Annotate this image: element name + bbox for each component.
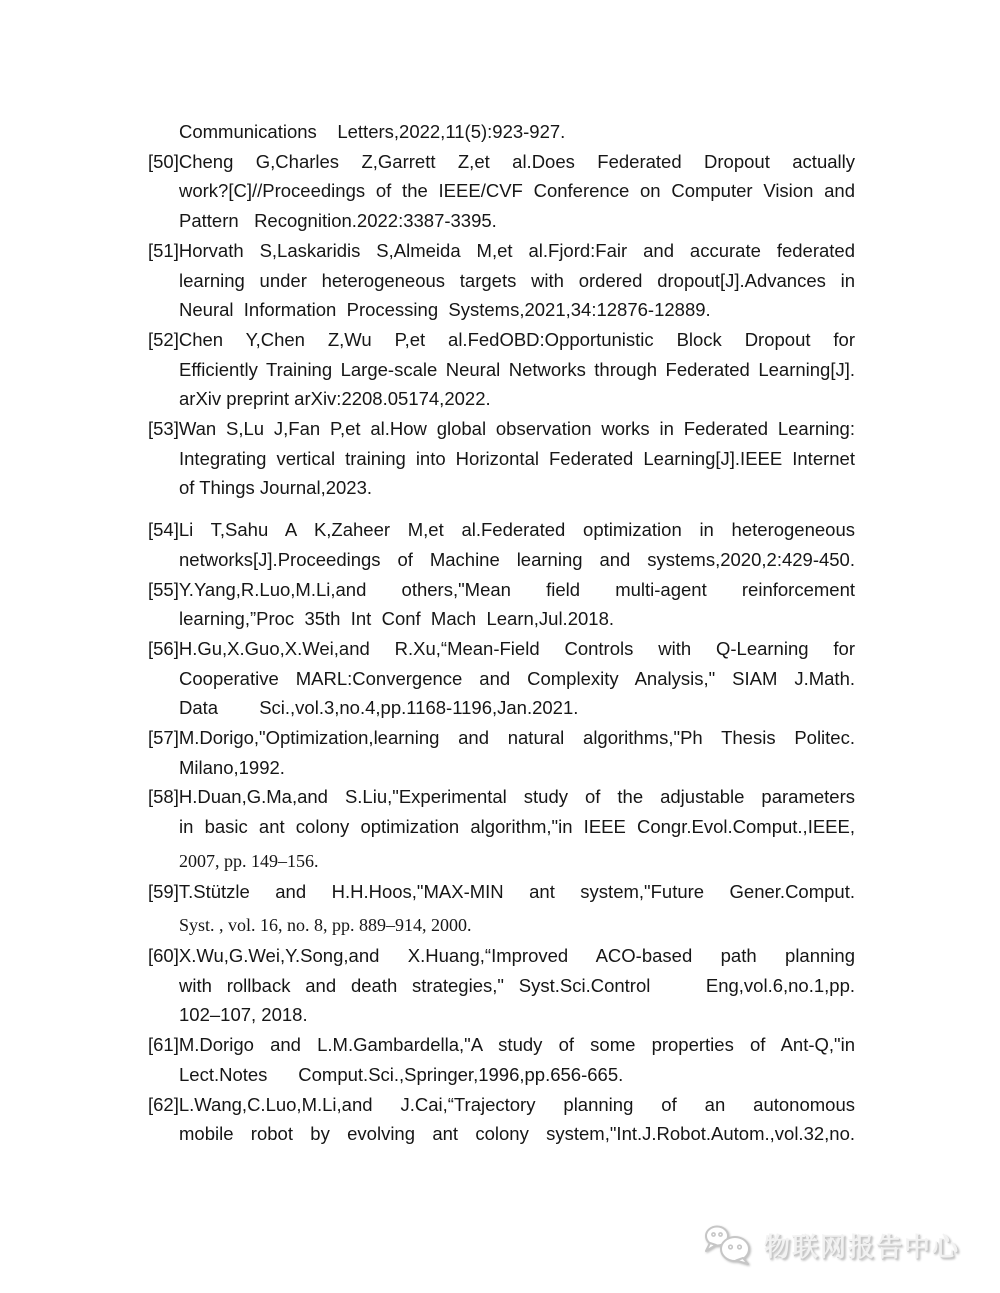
reference-line: 102–107, 2018. (179, 1004, 308, 1026)
reference-line: arXiv preprint arXiv:2208.05174,2022. (179, 388, 491, 410)
reference-item (148, 236, 855, 325)
reference-line: networks[J].Proceedings of Machine learning and systems,2020,2:429-450. (179, 548, 855, 570)
reference-line: [62]L.Wang,C.Luo,M.Li,and J.Cai,“Trajectory planning of an autonomous (148, 1093, 855, 1115)
reference-line: with rollback and death strategies," Syst.Sci.Control Eng,vol.6,no.1,pp. (179, 974, 855, 996)
reference-line: Pattern Recognition.2022:3387-3395. (179, 210, 497, 232)
reference-line: Lect.Notes Comput.Sci.,Springer,1996,pp.656-665. (179, 1063, 624, 1085)
reference-line: [58]H.Duan,G.Ma,and S.Liu,"Experimental study of the adjustable parameters (148, 786, 855, 808)
watermark-text: 物联网报告中心 (763, 1232, 960, 1263)
reference-item (148, 782, 855, 876)
reference-line: in basic ant colony optimization algorithm,"in IEEE Congr.Evol.Comput.,IEEE, (179, 816, 855, 838)
reference-item (148, 634, 855, 723)
reference-line: 2007, pp. 149–156. (179, 850, 319, 871)
reference-line: [54]Li T,Sahu A K,Zaheer M,et al.Federated optimization in heterogeneous (148, 519, 855, 541)
reference-line: of Things Journal,2023. (179, 477, 373, 499)
reference-line: Syst. , vol. 16, no. 8, pp. 889–914, 2000. (179, 915, 472, 936)
reference-line: [59]T.Stützle and H.H.Hoos,"MAX-MIN ant system,"Future Gener.Comput. (148, 880, 855, 902)
reference-line: learning under heterogeneous targets with ordered dropout[J].Advances in (179, 269, 855, 291)
reference-item (148, 147, 855, 236)
reference-line: Neural Information Processing Systems,2021,34:12876-12889. (179, 299, 711, 321)
reference-line: learning,”Proc 35th Int Conf Mach Learn,Jul.2018. (179, 608, 614, 630)
reference-line: Integrating vertical training into Horizontal Federated Learning[J].IEEE Internet (179, 447, 855, 469)
references-list (148, 117, 855, 1149)
reference-item (148, 941, 855, 1030)
reference-line: [56]H.Gu,X.Guo,X.Wei,and R.Xu,“Mean-Field Controls with Q-Learning for (148, 637, 855, 659)
wechat-icon (703, 1225, 755, 1265)
reference-line: [57]M.Dorigo,"Optimization,learning and natural algorithms,"Ph Thesis Politec. (148, 727, 855, 749)
reference-line: [53]Wan S,Lu J,Fan P,et al.How global observation works in Federated Learning: (148, 418, 855, 440)
reference-line: [51]Horvath S,Laskaridis S,Almeida M,et al.Fjord:Fair and accurate federated (148, 239, 855, 261)
reference-item (148, 325, 855, 414)
reference-line: Data Sci.,vol.3,no.4,pp.1168-1196,Jan.2021. (179, 697, 579, 719)
reference-line: [52]Chen Y,Chen Z,Wu P,et al.FedOBD:Opportunistic Block Dropout for (148, 328, 855, 350)
reference-line: mobile robot by evolving ant colony system,"Int.J.Robot.Autom.,vol.32,no. (179, 1123, 855, 1145)
reference-item (148, 515, 855, 574)
reference-item (148, 1090, 855, 1149)
reference-item (148, 575, 855, 634)
reference-line: Milano,1992. (179, 756, 285, 778)
reference-line: Cooperative MARL:Convergence and Complexity Analysis," SIAM J.Math. (179, 667, 855, 689)
reference-item (148, 414, 855, 503)
reference-line: [61]M.Dorigo and L.M.Gambardella,"A study of some properties of Ant-Q,"in (148, 1034, 855, 1056)
reference-line: Communications Letters,2022,11(5):923-927. (179, 121, 566, 142)
watermark (703, 1225, 960, 1265)
reference-line: [60]X.Wu,G.Wei,Y.Song,and X.Huang,“Improved ACO-based path planning (148, 944, 855, 966)
reference-line: Efficiently Training Large-scale Neural Networks through Federated Learning[J]. (179, 358, 855, 380)
reference-item (148, 877, 855, 941)
reference-item (148, 117, 855, 147)
reference-line: [50]Cheng G,Charles Z,Garrett Z,et al.Does Federated Dropout actually (148, 150, 855, 172)
reference-line: [55]Y.Yang,R.Luo,M.Li,and others,"Mean field multi-agent reinforcement (148, 578, 855, 600)
reference-line: work?[C]//Proceedings of the IEEE/CVF Conference on Computer Vision and (179, 180, 855, 202)
reference-item (148, 1030, 855, 1089)
reference-item (148, 723, 855, 782)
